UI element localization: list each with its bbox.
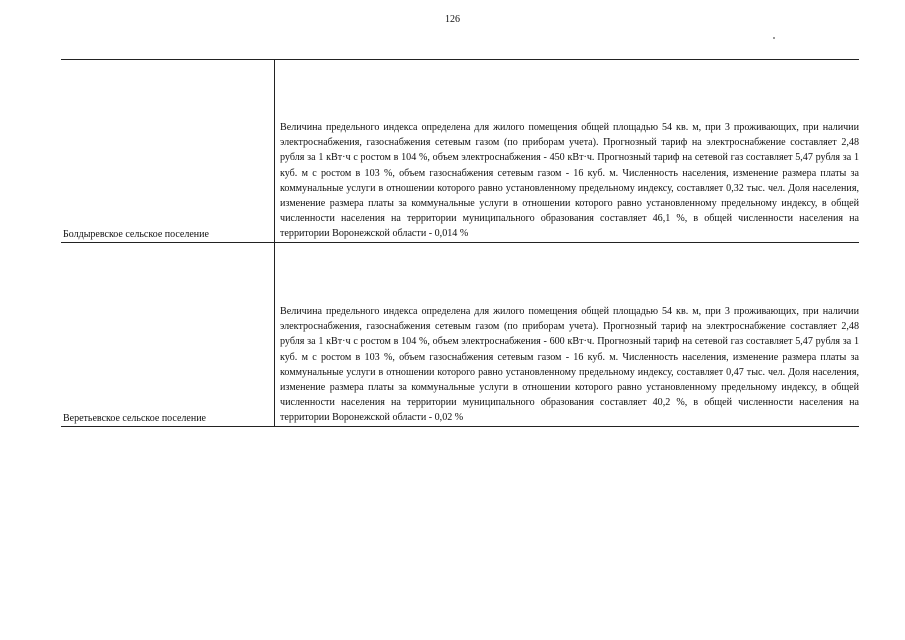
table-row <box>61 243 859 427</box>
municipality-cell <box>61 60 275 242</box>
table-row <box>61 60 859 243</box>
description-text: Величина предельного индекса определена для жилого помещения общей площадью 54 кв. м, при 3 проживающих, при наличии электроснабжения, газоснабжения сетевым газом (по приборам учета). Прогнозный тариф на электроснабжение составляет 2,48 рубля за 1 кВт·ч с ростом в 104 %, объем электроснабжения - 600 кВт·ч. Прогнозный тариф на сетевой газ составляет 5,47 рубля за 1 куб. м с ростом в 103 %, объем газоснабжения сетевым газом - 16 куб. м. Численность населения, изменение размера платы за коммунальные услуги в отношении которого равно установленному предельному индексу, составляет 0,47 тыс. чел. Доля населения, изменение размера платы за коммунальные услуги в отношении которого равно установленному предельному индексу, в общей численности населения на территории муниципального образования составляет 40,2 %, в общей численности населения на территории Воронежской области - 0,02 % <box>280 306 859 423</box>
page-number: 126 <box>445 14 460 25</box>
tariff-table <box>61 59 859 427</box>
municipality-cell <box>61 243 275 426</box>
description-cell <box>275 243 859 426</box>
municipality-name: Болдыревское сельское поселение <box>63 229 209 240</box>
scan-speck <box>773 37 775 39</box>
description-cell <box>275 60 859 242</box>
municipality-name: Веретьевское сельское поселение <box>63 413 206 424</box>
description-text: Величина предельного индекса определена для жилого помещения общей площадью 54 кв. м, при 3 проживающих, при наличии электроснабжения, газоснабжения сетевым газом (по приборам учета). Прогнозный тариф на электроснабжение составляет 2,48 рубля за 1 кВт·ч с ростом в 104 %, объем электроснабжения - 450 кВт·ч. Прогнозный тариф на сетевой газ составляет 5,47 рубля за 1 куб. м с ростом в 103 %, объем газоснабжения сетевым газом - 16 куб. м. Численность населения, изменение размера платы за коммунальные услуги в отношении которого равно установленному предельному индексу, составляет 0,32 тыс. чел. Доля населения, изменение размера платы за коммунальные услуги в отношении которого равно установленному предельному индексу, в общей численности населения на территории муниципального образования составляет 46,1 %, в общей численности населения на территории Воронежской области - 0,014 % <box>280 122 859 239</box>
